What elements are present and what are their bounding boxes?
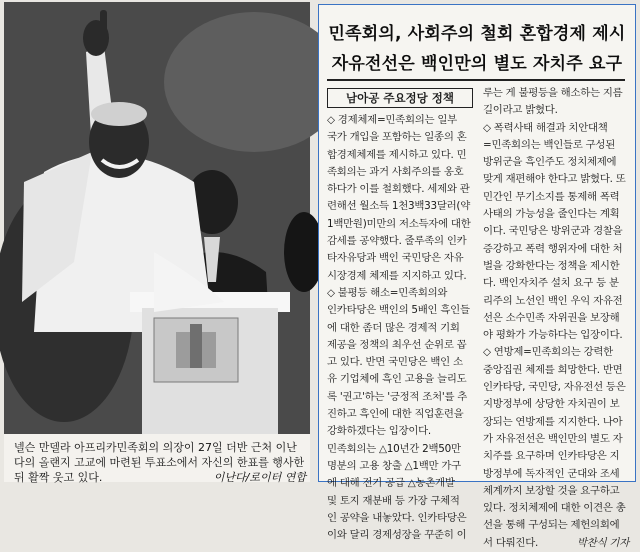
article-line: 인카타당, 국민당, 자유전선 등은 — [483, 381, 626, 394]
article-line: 유 기업체에 흑인 고용을 늘리도 — [327, 373, 467, 386]
article-line: 합경제체제를 제시하고 있다. 민 — [327, 148, 467, 161]
article-line: 지방정부에 상당한 자치권이 보 — [483, 398, 620, 411]
article-line: 타자유당과 백인 국민당은 자유 — [327, 252, 464, 265]
article-column-right — [483, 85, 629, 552]
article-line: 강화하겠다는 입장이다. — [327, 425, 431, 438]
photo-caption — [14, 440, 306, 485]
article-line: 1백만원)미만의 저소득자에 대한 — [327, 217, 471, 230]
article-line: 체계까지 보장할 것을 요구하고 — [483, 484, 620, 497]
article-line: 선은 소수민족 자위권을 보장해 — [483, 311, 620, 324]
article-line: 에 대해 전기 공급 △농촌개발 — [327, 477, 455, 490]
headline-rule — [327, 79, 625, 81]
article-line: 길이라고 밝혔다. — [483, 104, 558, 117]
article-line: 중앙집권 체제를 희망한다. 반면 — [483, 363, 623, 376]
article-line: 장되는 연방제를 지지한다. 나아 — [483, 415, 623, 428]
article-line: 야 평화가 가능하다는 입장이다. — [483, 329, 623, 342]
photo-block — [4, 2, 310, 482]
article-line: =민족회의는 백인들로 구성된 — [483, 138, 616, 151]
article-line: 에 대한 좀더 많은 경제적 기회 — [327, 321, 460, 334]
article-line: 선을 통해 구성되는 제헌의회에 — [483, 519, 620, 532]
article-line: 시장경제 체제를 지지하고 있다. — [327, 269, 467, 282]
article-line: ◇ 폭력사태 해결과 치안대책 — [483, 121, 608, 134]
article-line: 방정부에 독자적인 군대와 조세 — [483, 467, 620, 480]
article-line: 고 있다. 반면 국민당은 백인 소 — [327, 356, 463, 369]
section-title-box: 남아공 주요정당 정책 — [327, 88, 473, 108]
article-line: 인 공약을 내놓았다. 인카타당은 — [327, 511, 467, 524]
mandela-photo — [4, 2, 310, 434]
article-line: 및 토지 재분배 등 가장 구체적 — [327, 494, 460, 507]
article-line: ◇ 불평등 해소=민족회의와 — [327, 286, 448, 299]
article — [318, 4, 636, 549]
article-line: 감세를 공약했다. 줄루족의 인카 — [327, 235, 467, 248]
article-line: ◇ 경제체제=민족회의는 일부 — [327, 114, 457, 126]
article-line: 맞게 재편해야 한다고 밝혔다. 또 — [483, 173, 626, 186]
caption-line: 다의 올랜지 고교에 마련된 투표소에서 자신의 한표를 행사한 — [14, 456, 305, 469]
article-line: 가 자유전선은 백인만의 별도 자 — [483, 432, 623, 445]
article-line: 진하고 흑인에 대한 직업훈련을 — [327, 408, 464, 421]
article-line: 하다가 이를 철회했다. 세제와 관 — [327, 183, 470, 196]
caption-line: 넬슨 만델라 아프리카민족회의 의장이 27일 더반 근처 이난 — [14, 441, 297, 454]
article-line: 루는 게 불평등을 해소하는 지름 — [483, 87, 623, 99]
photo-credit: 이난다/로이터 연합 — [213, 471, 306, 484]
article-line: 민족회의는 △10년간 2백50만 — [327, 442, 461, 455]
caption-line — [14, 470, 306, 485]
article-line: 리주의 노선인 백인 우익 자유전 — [483, 294, 623, 307]
article-line: 련해선 월소득 1천3백33달러(약 — [327, 200, 471, 213]
article-line: 인카타당은 백인의 5배인 흑인들 — [327, 304, 470, 317]
caption-line-text: 뒤 활짝 웃고 있다. — [14, 471, 103, 484]
article-line: 제공을 정책의 최우선 순위로 꼽 — [327, 338, 467, 351]
article-line: 민간인 무기소지를 통제해 폭력 — [483, 190, 620, 203]
photo-illustration — [4, 2, 310, 434]
article-line: 증강하고 폭력 행위자에 대한 처 — [483, 242, 623, 255]
article-line: ◇ 연방제=민족회의는 강력한 — [483, 346, 613, 359]
article-line: 서 다뤄진다. 박찬식 기자 — [483, 535, 629, 552]
left-column-text — [327, 112, 473, 544]
article-column-left — [327, 85, 473, 544]
right-column-text — [483, 85, 629, 552]
article-line: 족회의는 과거 사회주의를 옹호 — [327, 165, 464, 178]
article-line: 록 '권고'하는 '긍정적 조처'를 추 — [327, 390, 468, 403]
article-line: 이와 달리 경제성장을 꾸준히 이 — [327, 529, 467, 542]
headline-sub: 자유전선은 백인만의 별도 자치주 요구 — [331, 54, 623, 74]
article-line: 벌을 강화한다는 정책을 제시한 — [483, 259, 620, 272]
headline-main: 민족회의, 사회주의 철회 혼합경제 제시 — [328, 24, 626, 44]
article-byline: 박찬식 기자 — [577, 536, 629, 549]
article-line: 있다. 정치체제에 대한 이견은 총 — [483, 502, 626, 515]
article-line: 국가 개입을 포함하는 일종의 혼 — [327, 131, 467, 144]
article-line: 방위군을 흑인주도 정치체제에 — [483, 156, 617, 169]
article-line: 치주를 요구하며 인카타당은 지 — [483, 450, 620, 463]
article-line: 사태의 가능성을 줄인다는 계획 — [483, 208, 620, 221]
article-line: 명분의 고용 창출 △1백만 가구 — [327, 459, 461, 472]
article-line: 이다. 국민당은 방위군과 경찰을 — [483, 225, 623, 238]
article-line: 다. 백인자치주 설치 요구 등 분 — [483, 277, 619, 290]
